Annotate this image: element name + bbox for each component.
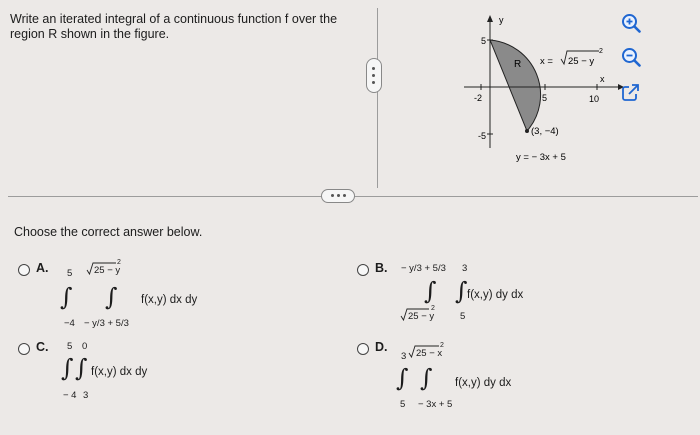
zoom-in-button[interactable]: [620, 12, 642, 34]
popout-icon: [620, 82, 642, 104]
option-d-outer-lower: 5: [400, 399, 406, 410]
option-d-integrand: f(x,y) dy dx: [455, 377, 512, 389]
option-a-integral-inner: ∫: [105, 283, 118, 311]
region-figure: [460, 10, 630, 170]
tick-label-x-neg2: -2: [474, 93, 483, 103]
vertical-resize-handle[interactable]: [366, 58, 382, 93]
popout-button[interactable]: [620, 82, 642, 104]
option-b-radio[interactable]: [357, 264, 369, 276]
region-r-shape: [490, 40, 541, 131]
option-c-outer-lower: − 4: [63, 390, 77, 401]
question-text: Write an iterated integral of a continuous function f over the region R shown in the figure.: [10, 12, 338, 41]
option-c-label: C.: [36, 340, 49, 354]
axis-label-x: x: [600, 74, 605, 84]
option-c-inner-upper: 0: [82, 341, 88, 352]
curve-label-exp: 2: [599, 48, 603, 55]
option-a-inner-lower: − y/3 + 5/3: [84, 318, 129, 329]
tick-label-x-10: 10: [589, 94, 600, 104]
option-a-inner-upper-exp: 2: [117, 259, 121, 266]
zoom-out-button[interactable]: [620, 46, 642, 68]
option-b-outer-upper: − y/3 + 5/3: [401, 263, 446, 274]
tick-label-y-neg5: -5: [478, 131, 487, 141]
option-c-integrand: f(x,y) dx dy: [91, 366, 148, 378]
tick-label-x-5: 5: [542, 93, 548, 103]
tick-label-y-5: 5: [481, 36, 487, 46]
option-d-inner-upper-sqrt: 25 − x: [416, 348, 443, 359]
option-d-radio[interactable]: [357, 343, 369, 355]
option-c-integral-outer: ∫: [61, 354, 74, 382]
option-b-outer-upper-2: 3: [462, 263, 468, 274]
option-d-outer-upper: 3: [401, 351, 407, 362]
instruction-text: Choose the correct answer below.: [14, 225, 203, 239]
zoom-out-icon: [620, 46, 642, 68]
option-d-inner-lower: − 3x + 5: [418, 399, 453, 410]
option-b-outer-lower-sqrt: 25 − y: [408, 311, 435, 322]
option-c-outer-upper: 5: [67, 341, 73, 352]
option-d-integral-inner: ∫: [420, 364, 433, 392]
option-a-outer-lower: −4: [64, 318, 75, 329]
option-a-integrand: f(x,y) dx dy: [141, 294, 198, 306]
option-d-integral-outer: ∫: [396, 364, 409, 392]
option-d-label: D.: [375, 340, 388, 354]
curve-label-prefix: x =: [540, 56, 553, 67]
region-label: R: [514, 59, 522, 70]
option-a-label: A.: [36, 261, 49, 275]
option-b-outer-lower-exp: 2: [431, 305, 435, 312]
line-label: y = − 3x + 5: [516, 152, 566, 163]
option-c-integral-inner: ∫: [75, 354, 88, 382]
axis-label-y: y: [499, 15, 504, 25]
option-b-label: B.: [375, 261, 388, 275]
horizontal-resize-handle[interactable]: [321, 189, 355, 203]
point-label: (3, −4): [531, 126, 559, 137]
curve-label-sqrt: 25 − y: [568, 56, 595, 67]
option-b-integral-outer: ∫: [424, 277, 437, 305]
option-a-integral-outer: ∫: [60, 283, 73, 311]
option-b-inner-lower: 5: [460, 311, 466, 322]
option-d-inner-upper-exp: 2: [440, 342, 444, 349]
zoom-in-icon: [620, 12, 642, 34]
option-b-integrand: f(x,y) dy dx: [467, 289, 524, 301]
vertical-divider: [377, 8, 378, 188]
option-a-outer-upper: 5: [67, 268, 73, 279]
option-c-radio[interactable]: [18, 343, 30, 355]
option-a-inner-upper-sqrt: 25 − y: [94, 265, 121, 276]
option-b-integral-inner: ∫: [455, 277, 468, 305]
option-a-radio[interactable]: [18, 264, 30, 276]
option-c-inner-lower: 3: [83, 390, 89, 401]
